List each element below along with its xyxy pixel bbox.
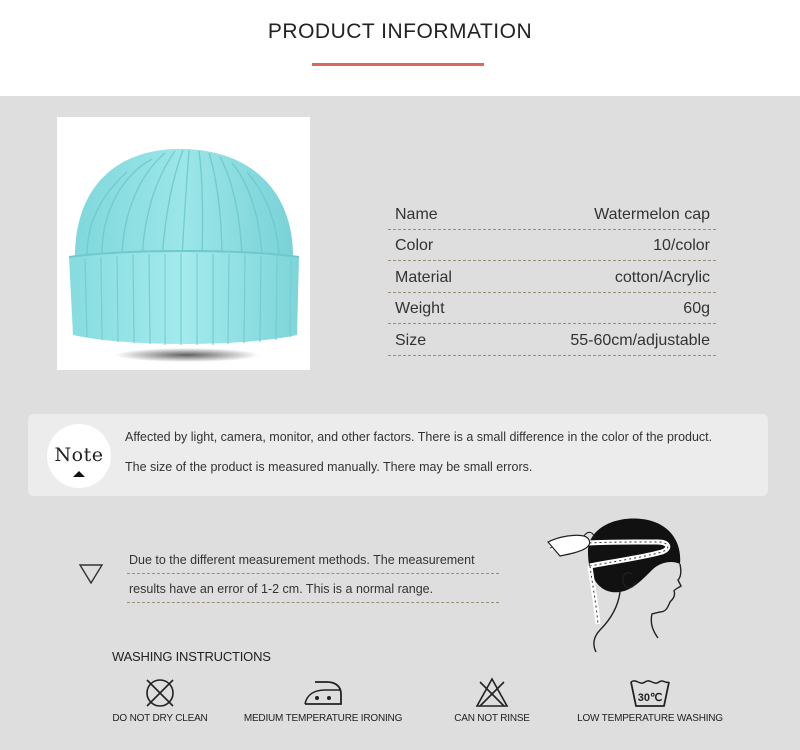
- wash-label: MEDIUM TEMPERATURE IRONING: [243, 713, 403, 724]
- head-measuring-tape-illustration-icon: [540, 512, 690, 657]
- wash-item-no-dry-clean: [100, 676, 220, 730]
- spec-row-size: [388, 324, 716, 356]
- wash-30-icon: [628, 676, 672, 710]
- wash-label: DO NOT DRY CLEAN: [112, 713, 208, 724]
- spec-table: [388, 198, 716, 356]
- wash-temp-label: 30℃: [637, 692, 663, 704]
- spec-row-color: [388, 230, 716, 262]
- spec-label: Weight: [395, 300, 445, 317]
- wash-item-no-rinse: [442, 676, 542, 730]
- measurement-text-line: Due to the different measurement methods. The measurement: [127, 551, 499, 574]
- note-badge: [47, 424, 111, 488]
- beanie-hat-photo-icon: [57, 117, 310, 370]
- no-rinse-icon: [474, 676, 510, 710]
- down-triangle-icon: [78, 563, 104, 585]
- spec-value: 55-60cm/adjustable: [570, 331, 710, 349]
- title-underline: [312, 63, 484, 66]
- spec-value: Watermelon cap: [594, 205, 710, 223]
- up-triangle-icon: [73, 471, 85, 477]
- spec-row-name: [388, 198, 716, 230]
- spec-label: Material: [395, 268, 452, 286]
- note-text-line: The size of the product is measured manually. There may be small errors.: [125, 460, 533, 474]
- spec-row-weight: [388, 293, 716, 325]
- wash-label: CAN NOT RINSE: [454, 713, 530, 724]
- wash-item-wash-30: [574, 676, 726, 730]
- spec-value: 10/color: [653, 237, 710, 254]
- no-dry-clean-icon: [143, 676, 177, 710]
- wash-label: LOW TEMPERATURE WASHING: [577, 713, 723, 724]
- spec-label: Color: [395, 237, 434, 254]
- note-panel: [28, 414, 768, 496]
- spec-value: 60g: [683, 300, 710, 317]
- iron-medium-icon: [301, 676, 345, 710]
- spec-row-material: [388, 261, 716, 293]
- page-title: PRODUCT INFORMATION: [267, 20, 533, 43]
- header: [0, 0, 800, 96]
- measurement-text-line: results have an error of 1-2 cm. This is a normal range.: [127, 580, 499, 603]
- spec-label: Size: [395, 331, 427, 349]
- spec-value: cotton/Acrylic: [614, 268, 710, 286]
- wash-item-iron-medium: [243, 676, 403, 730]
- product-photo: [57, 117, 310, 370]
- spec-label: Name: [395, 205, 438, 223]
- note-badge-label: Note: [54, 444, 104, 466]
- washing-title: WASHING INSTRUCTIONS: [112, 649, 271, 664]
- note-text-line: Affected by light, camera, monitor, and other factors. There is a small difference in the color of the product.: [125, 430, 713, 444]
